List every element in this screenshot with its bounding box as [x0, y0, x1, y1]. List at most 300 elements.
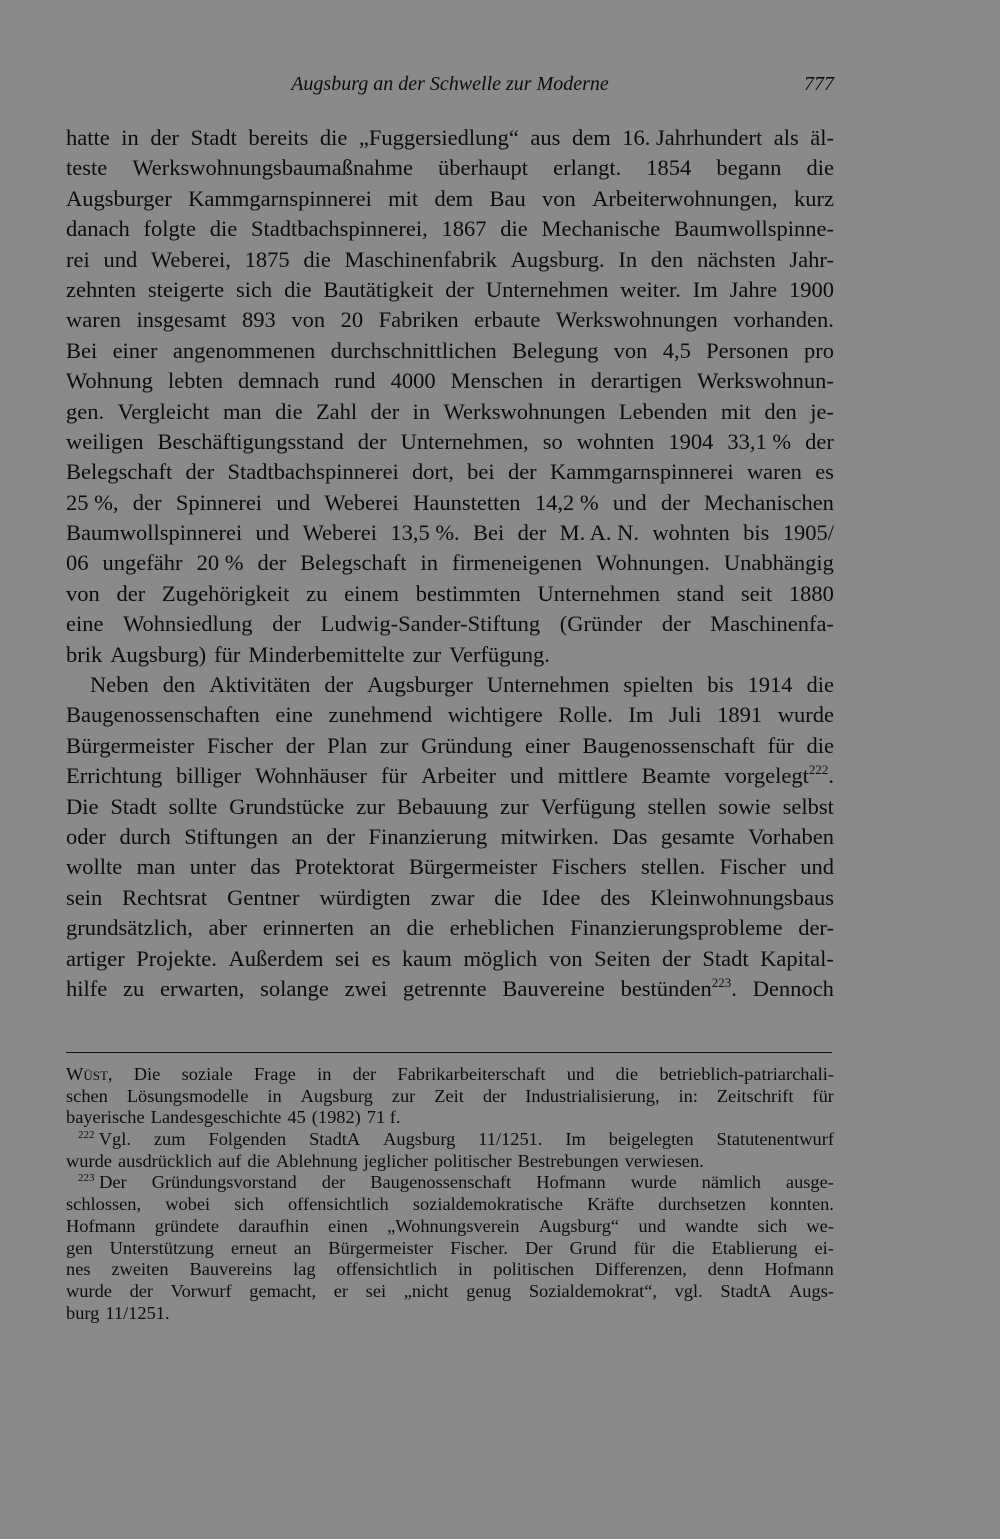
word: wollte [66, 854, 123, 880]
word: Arbeiter [421, 763, 497, 789]
word: Seiten [594, 945, 651, 971]
word: man [222, 398, 262, 424]
word: Fischer. [450, 1237, 508, 1258]
word: In [618, 246, 638, 272]
word: Bürgermeister [66, 732, 195, 758]
word: demnach [238, 368, 320, 394]
word: seit [740, 580, 773, 606]
word: „nicht [403, 1280, 449, 1301]
word: insgesamt [136, 307, 227, 333]
word: Bautätigkeit [323, 276, 434, 302]
word: Die [133, 1064, 161, 1084]
text-line [66, 609, 834, 639]
word: aus [530, 125, 561, 150]
word: ei- [814, 1237, 834, 1258]
word: folgte [143, 216, 196, 242]
word: kurz [793, 185, 834, 211]
word: Unternehmen [486, 672, 610, 698]
word: Stadtbachspinnerei, [250, 216, 428, 242]
word: je- [810, 398, 834, 424]
word: betrieblich-patriarchali- [659, 1064, 834, 1084]
word: 1914 [747, 672, 793, 698]
word: äl- [810, 125, 834, 150]
word: weiligen [66, 428, 144, 454]
word: der [324, 672, 354, 698]
footnote-line [66, 1064, 834, 1086]
word: zur [356, 793, 385, 819]
word: dem [571, 125, 611, 150]
word: durchschnittlichen [330, 337, 497, 363]
footnote-line [66, 1172, 834, 1194]
word: erwarten, [160, 975, 245, 1001]
footnote-line [66, 1151, 834, 1173]
word: es [371, 945, 391, 971]
word: der [272, 611, 301, 637]
word: gemacht, [249, 1280, 317, 1301]
word: in [412, 398, 431, 424]
word: Protektorat [294, 854, 395, 880]
word: hatte [66, 125, 110, 150]
word: Die [66, 793, 99, 819]
word: derartigen [590, 368, 682, 394]
word: der [482, 1085, 507, 1106]
word: es [815, 459, 834, 485]
word: sich [757, 1215, 788, 1236]
word: und [612, 489, 647, 515]
word: Idee [541, 884, 581, 910]
word: von [542, 185, 576, 211]
word: die [494, 884, 522, 910]
word: Errichtung [66, 763, 163, 789]
text-line [66, 548, 834, 578]
text-line [66, 518, 834, 548]
word: zweiten [111, 1259, 169, 1280]
word: für [380, 763, 408, 789]
word: Gründungsvorstand [151, 1172, 297, 1193]
word: des [600, 884, 631, 910]
text-line [66, 336, 834, 366]
footnote-ref-223[interactable]: 223 [711, 974, 732, 990]
word: 14,2 % [534, 489, 599, 515]
word: 11/1251. [478, 1129, 543, 1150]
word: Gentner [227, 884, 300, 910]
word: Fabrikarbeiterschaft [397, 1064, 546, 1084]
word: selbst [782, 793, 834, 819]
text-line [66, 670, 834, 700]
word: der [517, 520, 547, 546]
word: Haunstetten [413, 489, 521, 515]
footnote-ref-222[interactable]: 222 [808, 762, 829, 778]
word: zehnten [66, 276, 136, 302]
word: 71 f. [366, 1107, 401, 1128]
word: eine [275, 702, 313, 728]
word: 1867 [441, 216, 487, 242]
word: von [291, 307, 326, 333]
word: sollte [168, 793, 218, 819]
text-line [66, 792, 834, 822]
word: einen [328, 1215, 368, 1236]
word: grundsätzlich, [66, 915, 193, 941]
word: Verfügung. [449, 641, 550, 667]
word: in [558, 368, 576, 394]
word: die [209, 216, 238, 242]
word: Bei [66, 337, 98, 363]
word: angenommenen [172, 337, 316, 363]
word: man [136, 854, 176, 880]
word: für [214, 641, 241, 667]
word: und [566, 1064, 595, 1084]
word: bestimmten [415, 580, 521, 606]
word: denn [707, 1259, 744, 1280]
footnote-number: 222 [78, 1129, 95, 1142]
word: Bau [489, 185, 526, 211]
word: Im [628, 702, 654, 728]
word: die [806, 732, 834, 758]
text-line [66, 731, 834, 761]
word: Jahre [729, 276, 778, 302]
word: steigerte [147, 276, 225, 302]
word: für [812, 1085, 834, 1106]
word: erinnerten [262, 915, 354, 941]
word: zwar [430, 884, 475, 910]
word: Plan [327, 732, 368, 758]
punctuation: . [731, 975, 737, 1001]
text-line [66, 700, 834, 730]
word: pro [803, 337, 834, 363]
word: firmeneigenen [452, 550, 583, 576]
word: schen [66, 1085, 108, 1106]
word: durchsetzen [658, 1194, 746, 1215]
word: die [275, 398, 303, 424]
word: Vorhaben [748, 823, 834, 849]
word: 1904 [668, 428, 714, 454]
punctuation: . [828, 763, 834, 789]
word: Im [692, 276, 718, 302]
word: Wohnung [66, 368, 153, 394]
footnote-rule [66, 1052, 832, 1053]
word: Rechtsrat [122, 884, 208, 910]
main-text [66, 123, 834, 1004]
word: von [66, 580, 100, 606]
word: 4,5 [662, 337, 691, 363]
word: sozialdemokratische [412, 1194, 563, 1215]
text-line [66, 427, 834, 457]
footnote-line [66, 1281, 834, 1303]
word: Zugehörigkeit [161, 580, 290, 606]
word: der [805, 428, 834, 454]
word: getrennte [402, 975, 487, 1001]
word: Außerdem [228, 945, 324, 971]
footnote-start [78, 1172, 127, 1194]
word: wobei [165, 1194, 211, 1215]
word: Stiftungen [184, 823, 278, 849]
text-line [66, 944, 834, 974]
text-line [66, 913, 834, 943]
word: stellen [647, 793, 707, 819]
footnote-number: 223 [78, 1172, 95, 1185]
word: (1982) [311, 1107, 361, 1128]
word: der [660, 489, 690, 515]
word: Wohnungen. [596, 550, 710, 576]
footnote-start [78, 1129, 131, 1151]
word: Belegschaft [66, 459, 173, 485]
word: solange [260, 975, 329, 1001]
word: der [507, 459, 537, 485]
word: als [773, 125, 799, 150]
word: wandte [685, 1215, 739, 1236]
word: zur [500, 793, 529, 819]
word: einer [524, 732, 570, 758]
word: Minderbemittelte [248, 641, 405, 667]
word: der [662, 945, 691, 971]
word: an [293, 1237, 312, 1258]
word: Bebauung [396, 793, 489, 819]
word: Personen [706, 337, 789, 363]
word: Stadt [110, 793, 157, 819]
word: sein [66, 884, 103, 910]
word: Grund [569, 1237, 617, 1258]
word: billiger [176, 763, 242, 789]
word: möglich [463, 945, 538, 971]
word: politischer [433, 1150, 512, 1171]
text-line [66, 457, 834, 487]
word: Werkswohnungen [443, 398, 606, 424]
word: nämlich [701, 1172, 761, 1193]
word: stand [676, 580, 725, 606]
word: konnten. [770, 1194, 834, 1215]
word: Weberei [324, 489, 399, 515]
word: bestünden$^{223}$. [620, 974, 737, 1001]
word: burg [66, 1302, 100, 1323]
word: zum [153, 1129, 186, 1150]
word: 45 [287, 1107, 306, 1128]
word: vgl. [674, 1280, 703, 1301]
word: die [806, 155, 834, 181]
word: und [255, 520, 290, 546]
word: 893 [242, 307, 276, 333]
word: den [162, 672, 196, 698]
word: die [500, 216, 528, 242]
word: Industrialisierung, [525, 1085, 660, 1106]
word: Augsburg [300, 1085, 373, 1106]
word: an [291, 823, 313, 849]
text-line [66, 275, 834, 305]
word: die [615, 1064, 639, 1084]
word: Arbeiterwohnungen, [592, 185, 778, 211]
word: unter [189, 854, 236, 880]
word: 1891 [717, 702, 763, 728]
text-line [66, 822, 834, 852]
word: offensichtlich [336, 1259, 438, 1280]
word: dem [434, 185, 474, 211]
word: soziale [181, 1064, 233, 1084]
word: waren [746, 459, 802, 485]
word: Dennoch [752, 975, 834, 1001]
text-line [66, 883, 834, 913]
word: 06 [66, 550, 89, 576]
word: zunehmend [328, 702, 433, 728]
footnotes [66, 1064, 834, 1324]
word: die [303, 246, 331, 272]
word: Vorwurf [170, 1280, 232, 1301]
word: der [370, 398, 400, 424]
word: Fischer [719, 854, 786, 880]
word: 33,1 % [727, 428, 792, 454]
text-line [66, 366, 834, 396]
word: sei [365, 1280, 387, 1301]
word: der [116, 580, 146, 606]
word: genug [466, 1280, 512, 1301]
word: Etablierung [711, 1237, 798, 1258]
word: Projekte. [136, 945, 217, 971]
word: Belegung [512, 337, 599, 363]
word: und [103, 246, 138, 272]
word: Baumwollspinnerei [66, 520, 243, 546]
word: (Gründer [559, 611, 643, 637]
word: wurde [777, 702, 834, 728]
text-line [66, 761, 834, 791]
text-line [66, 214, 834, 244]
word: Bürgermeister [328, 1237, 434, 1258]
word: einem [344, 580, 400, 606]
word: Wohnhäuser [255, 763, 367, 789]
word: für [767, 732, 794, 758]
word: der [185, 459, 215, 485]
word: Folgenden [208, 1129, 287, 1150]
word: für [633, 1237, 656, 1258]
word: würdigten [319, 884, 411, 910]
word: Zahl [315, 398, 358, 424]
word: offensichtlich [287, 1194, 389, 1215]
running-title: Augsburg an der Schwelle zur Moderne [291, 73, 609, 95]
word: 4000 [390, 368, 436, 394]
word: Bestrebungen [517, 1150, 619, 1171]
word: 1900 [788, 276, 834, 302]
word: Ablehnung [275, 1150, 358, 1171]
word: zu [123, 975, 145, 1001]
word: in [317, 1064, 332, 1084]
word: Unabhängig [723, 550, 834, 576]
word: 20 [340, 307, 364, 333]
word: auf [217, 1150, 242, 1171]
word: Werkswohnungsbaumaßnahme [132, 155, 413, 181]
text-line [66, 852, 834, 882]
word: in [267, 1085, 282, 1106]
word: 13,5 %. [390, 520, 460, 546]
word: überhaupt [438, 155, 529, 181]
word: Baugenossenschaften [66, 702, 260, 728]
word: Bauvereins [189, 1259, 273, 1280]
word: lag [293, 1259, 316, 1280]
word: Kleinwohnungsbaus [650, 884, 834, 910]
word: Sozialdemokrat“, [528, 1280, 657, 1301]
word: Augsburg [383, 1129, 456, 1150]
word: Gründung [421, 732, 513, 758]
word: die [284, 276, 312, 302]
word: Verfügung [540, 793, 636, 819]
word: nächsten [697, 246, 776, 272]
word: Hofmann [536, 1172, 606, 1193]
word: einer [112, 337, 158, 363]
word: Stadt [190, 125, 237, 150]
word: vorhanden. [733, 307, 834, 333]
word: rund [334, 368, 376, 394]
word: zur [379, 732, 409, 758]
word: StadtA [720, 1280, 772, 1301]
word: in: [678, 1085, 698, 1106]
word: zur [391, 1085, 416, 1106]
word: „Fuggersiedlung“ [358, 125, 519, 150]
word: der [357, 428, 387, 454]
word: Stadt [702, 945, 749, 971]
text-line [66, 184, 834, 214]
text-line [66, 123, 834, 153]
word: und [510, 763, 544, 789]
word: Unternehmen [537, 580, 660, 606]
word: mit [388, 185, 419, 211]
word: sich [235, 276, 273, 302]
word: Augsburg“ [538, 1215, 620, 1236]
word: und [800, 854, 834, 880]
word: wurde [66, 1280, 112, 1301]
word: lebten [167, 368, 223, 394]
word: der [445, 276, 475, 302]
word: und [638, 1215, 666, 1236]
word: Mechanischen [703, 489, 834, 515]
word: bei [467, 459, 495, 485]
word: Unternehmen, [400, 428, 529, 454]
word: mitwirken. [500, 823, 599, 849]
footnote-line [66, 1303, 834, 1325]
word: die [672, 1237, 695, 1258]
word: 25 %, [66, 489, 119, 515]
word: ausdrücklich [117, 1150, 212, 1171]
text-line [66, 245, 834, 275]
word: Aktivitäten [209, 672, 311, 698]
word: Werkswohnungen [555, 307, 718, 333]
word: Finanzierung [368, 823, 488, 849]
word: Differenzen, [594, 1259, 687, 1280]
word: 16. Jahrhundert [622, 125, 763, 150]
word: Stadtbachspinnerei [227, 459, 399, 485]
word: zu [306, 580, 328, 606]
word: Maschinenfa- [710, 611, 834, 637]
word: Vgl. [98, 1129, 131, 1150]
word: die [406, 915, 434, 941]
word: jeglicher [363, 1150, 428, 1171]
word: Im [565, 1129, 586, 1150]
word: zwei [344, 975, 388, 1001]
footnote-line [66, 1086, 834, 1108]
word: sich [234, 1194, 264, 1215]
word: teste [66, 155, 108, 181]
word: 1905/ [782, 520, 834, 546]
text-line [66, 640, 834, 670]
word: ungefähr [102, 550, 183, 576]
word: bereits [248, 125, 309, 150]
word: der [352, 1064, 377, 1084]
word: Zeitschrift [716, 1085, 794, 1106]
word: die [806, 672, 834, 698]
word: Zeit [434, 1085, 464, 1106]
word: in [121, 125, 139, 150]
footnote-line [66, 1216, 834, 1238]
word: danach [66, 216, 130, 242]
word: M. A. N. [559, 520, 639, 546]
word: Neben [90, 672, 149, 698]
word: Augsburger [367, 672, 473, 698]
word: Werkswohnun- [696, 368, 834, 394]
